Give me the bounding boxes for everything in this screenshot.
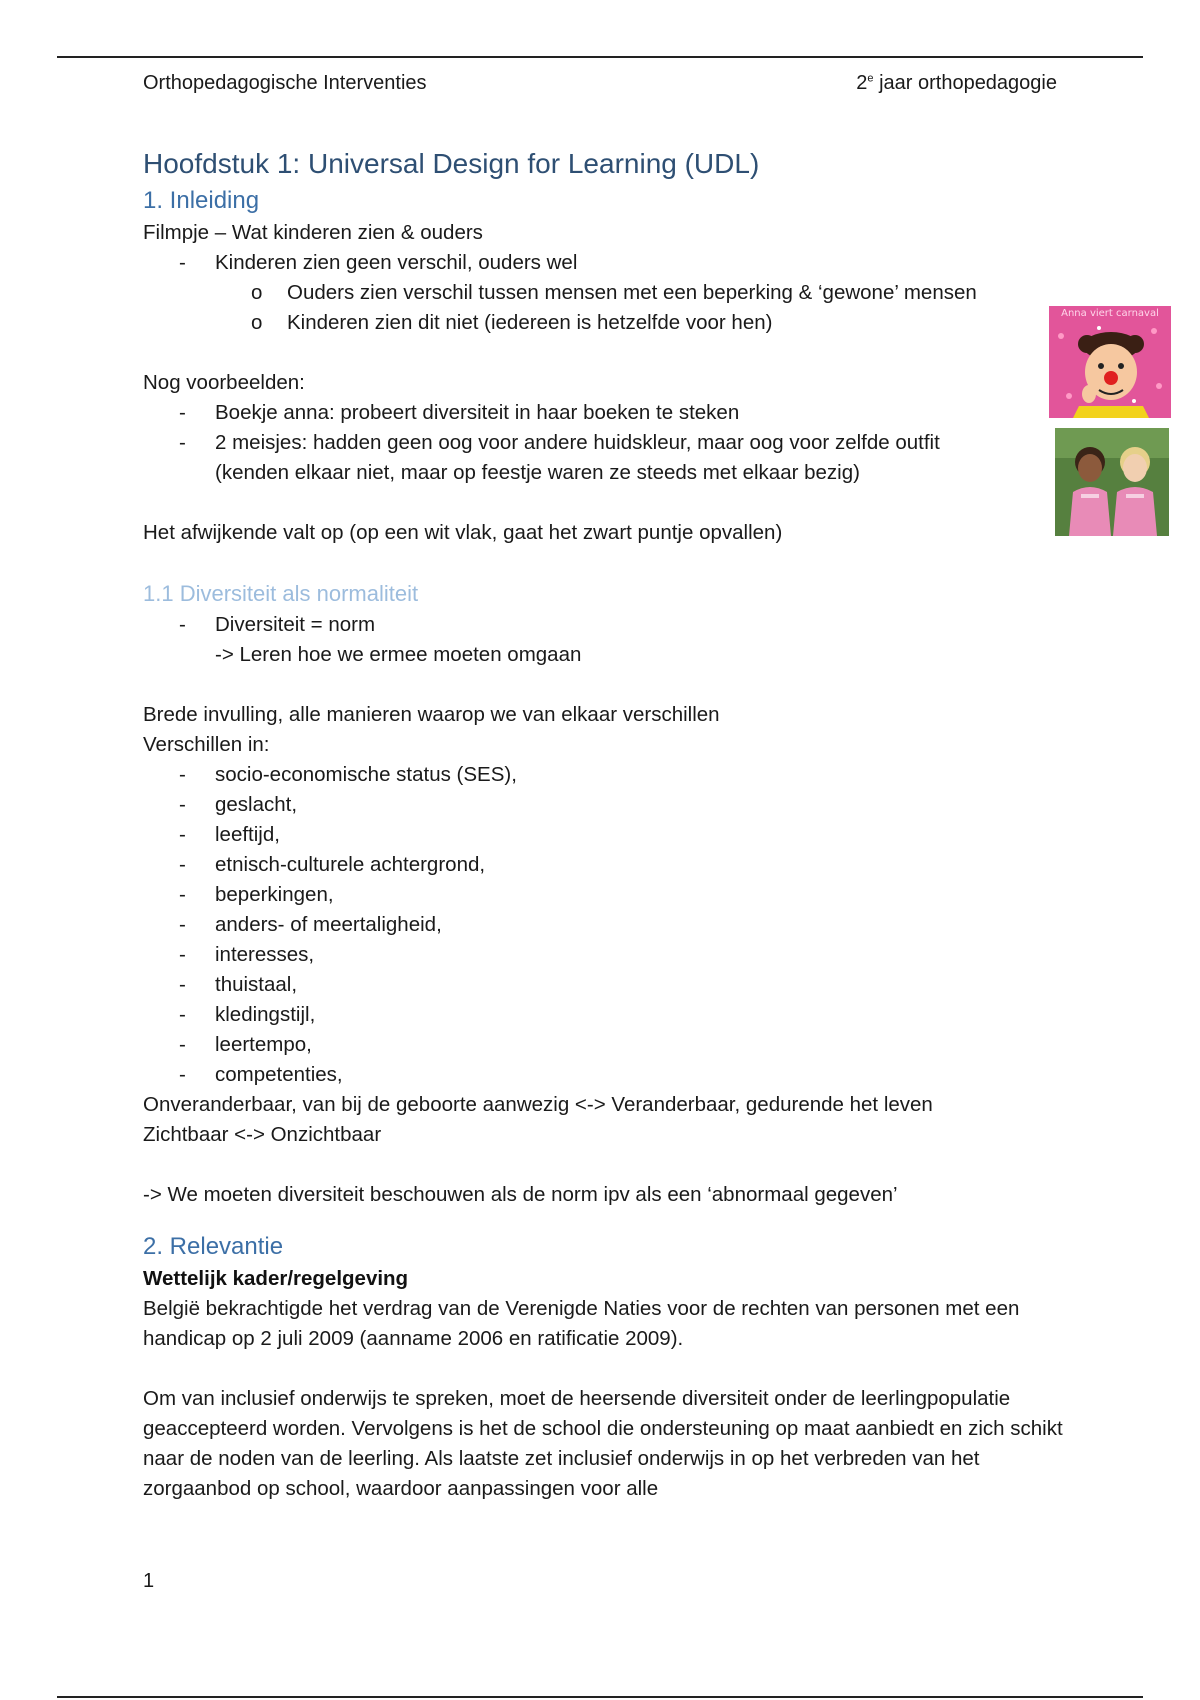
more-examples-label: Nog voorbeelden:	[143, 371, 305, 394]
visible-line: Zichtbaar <-> Onzichtbaar	[143, 1123, 382, 1146]
changeable-line: Onveranderbaar, van bij de geboorte aanwezig <-> Veranderbaar, gedurende het leven	[143, 1093, 933, 1116]
legal-framework-heading: Wettelijk kader/regelgeving	[143, 1267, 409, 1290]
list-item: o Kinderen zien dit niet (iedereen is hetzelfde voor hen)	[287, 308, 1063, 338]
section-1-closing: Het afwijkende valt op (op een wit vlak, gaat het zwart puntje opvallen)	[143, 521, 783, 544]
norm-sub-line: -> Leren hoe we ermee moeten omgaan	[215, 643, 582, 666]
list-item: - socio-economische status (SES),	[215, 760, 1063, 790]
list-item: - anders- of meertaligheid,	[215, 910, 1063, 940]
book-cover-title: Anna viert carnaval	[1061, 308, 1159, 319]
section-1-1-heading: 1.1 Diversiteit als normaliteit	[143, 581, 419, 606]
section-1-intro: Filmpje – Wat kinderen zien & ouders	[143, 221, 483, 244]
header-course-title: Orthopedagogische Interventies	[143, 72, 427, 94]
differences-list	[143, 760, 1063, 1090]
list-item: o Ouders zien verschil tussen mensen met een beperking & ‘gewone’ mensen	[287, 278, 1063, 308]
diversity-paragraph: Brede invulling, alle manieren waarop we van elkaar verschillen	[143, 703, 720, 726]
list-item: - interesses,	[215, 940, 1063, 970]
document-body	[143, 144, 1063, 1504]
list-item: - Diversiteit = norm	[215, 610, 1063, 640]
two-girls-photo	[1055, 428, 1169, 536]
differences-label: Verschillen in:	[143, 733, 270, 756]
list-item: - geslacht,	[215, 790, 1063, 820]
list-item: - competenties,	[215, 1060, 1063, 1090]
norm-list	[143, 610, 1063, 640]
footer-rule	[57, 1696, 1143, 1698]
more-examples-list	[143, 398, 1063, 488]
chapter-title: Hoofdstuk 1: Universal Design for Learning (UDL)	[143, 148, 760, 179]
list-item: - kledingstijl,	[215, 1000, 1063, 1030]
sub-list	[215, 278, 1063, 338]
list-item: - thuistaal,	[215, 970, 1063, 1000]
section-2-heading: 2. Relevantie	[143, 1233, 284, 1260]
section-1-heading: 1. Inleiding	[143, 187, 260, 214]
header-rule	[57, 56, 1143, 58]
list-item: - etnisch-culturele achtergrond,	[215, 850, 1063, 880]
inclusive-education-paragraph: Om van inclusief onderwijs te spreken, moet de heersende diversiteit onder de leerlingpopulatie geaccepteerd worden. Vervolgens is het de school die ondersteuning op maat aanbiedt en zich schikt naar de noden van de leerling. Als laatste zet inclusief onderwijs in op het verbreden van het zorgaanbod op school, waardoor aanpassingen voor alle	[143, 1387, 1063, 1500]
legal-paragraph: België bekrachtigde het verdrag van de Verenigde Naties voor de rechten van personen met een handicap op 2 juli 2009 (aanname 2006 en ratificatie 2009).	[143, 1297, 1020, 1350]
list-item: - Boekje anna: probeert diversiteit in haar boeken te steken	[215, 398, 1063, 428]
page-number: 1	[143, 1570, 155, 1592]
list-item: - 2 meisjes: hadden geen oog voor andere huidskleur, maar oog voor zelfde outfit (kenden elkaar niet, maar op feestje waren ze steeds met elkaar bezig)	[215, 428, 1063, 488]
list-item: - leertempo,	[215, 1030, 1063, 1060]
list-item: - Kinderen zien geen verschil, ouders wel o Ouders zien verschil tussen mensen met een beperking & ‘gewone’ mensen o Kinderen zien dit niet (iedereen is hetzelfde voor hen)	[215, 248, 1063, 338]
anna-book-cover-image	[1049, 306, 1171, 418]
header-year: 2e jaar orthopedagogie	[856, 72, 1057, 94]
page-header	[143, 72, 1057, 95]
diversity-conclusion: -> We moeten diversiteit beschouwen als de norm ipv als een ‘abnormaal gegeven’	[143, 1183, 898, 1206]
list-item: - leeftijd,	[215, 820, 1063, 850]
section-1-list	[143, 248, 1063, 338]
list-item: - beperkingen,	[215, 880, 1063, 910]
